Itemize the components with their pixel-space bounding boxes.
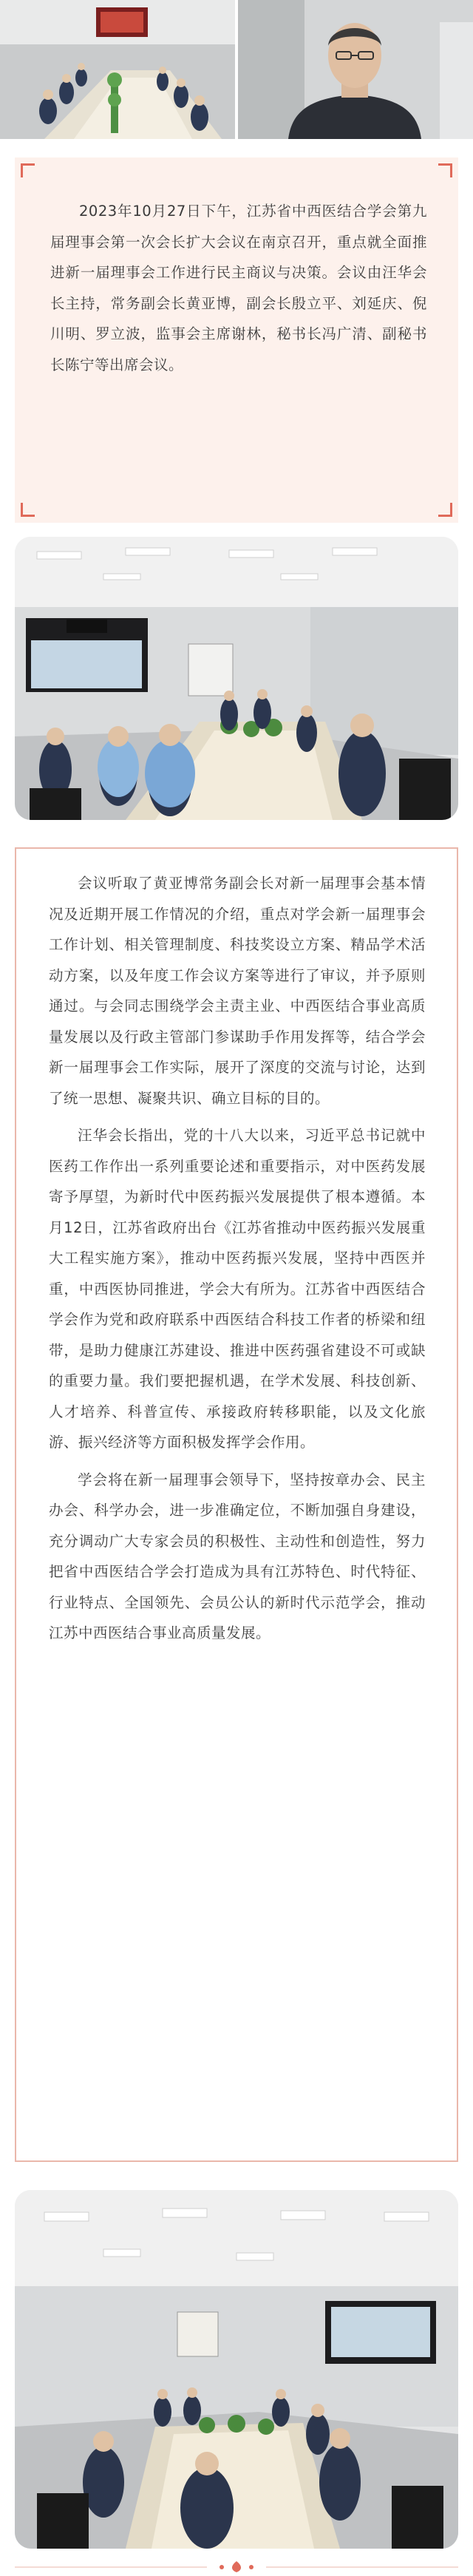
meeting-room-photo bbox=[15, 537, 458, 820]
body-paragraph-3: 学会将在新一届理事会领导下，坚持按章办会、民主办会、科学办会，进一步准确定位，不断加强自身建设，充分调动广大专家会员的积极性、主动性和创造性，努力把省中西医结合学会打造成为具有江苏特色、时代特征、行业特点、全国领先、会员公认的新时代示范学会，推动江苏中西医结合事业高质量发展。 bbox=[49, 1471, 426, 1641]
body-paragraph-2: 汪华会长指出，党的十八大以来，习近平总书记就中医药工作作出一系列重要论述和重要指示，对中医药发展寄予厚望，为新时代中医药振兴发展提供了根本遵循。本月12日，江苏省政府出台《江苏省推动中医药振兴发展重大工程实施方案》，推动中医药振兴发展，坚持中西医并重，中西医协同推进，学会大有所为。江苏省中西医结合学会作为党和政府联系中西医结合科技工作者的桥梁和纽带，是助力健康江苏建设、推进中医药强省建设不可或缺的重要力量。我们要把握机遇，在学术发展、科技创新、人才培养、科普宣传、承接政府转移职能，以及文化旅游、振兴经济等方面积极发挥学会作用。 bbox=[49, 1127, 426, 1451]
intro-paragraph: 2023年10月27日下午，江苏省中西医结合学会第九届理事会第一次会长扩大会议在南京召开，重点就全面推进新一届理事会工作进行民主商议与决策。会议由汪华会长主持，常务副会长黄亚博，副会长殷立平、刘延庆、倪川明、罗立波，监事会主席谢林，秘书长冯广清、副秘书长陈宁等出席会议。 bbox=[50, 203, 427, 373]
article-body bbox=[49, 868, 426, 1649]
corner-ornament bbox=[21, 503, 35, 517]
meeting-room-wide-photo bbox=[15, 2190, 458, 2549]
video-conference-photo bbox=[0, 0, 473, 139]
corner-ornament bbox=[438, 503, 452, 517]
body-paragraph-1: 会议听取了黄亚博常务副会长对新一届理事会基本情况及近期开展工作情况的介绍，重点对学会新一届理事会工作计划、相关管理制度、科技奖设立方案、精品学术活动方案，以及年度工作会议方案等进行了审议，并予原则通过。与会同志围绕学会主责主业、中西医结合事业高质量发展以及行政主管部门参谋助手作用发挥等，结合学会新一届理事会工作实际，展开了深度的交流与讨论，达到了统一思想、凝聚共识、确立目标的目的。 bbox=[49, 875, 426, 1107]
body-box bbox=[15, 847, 458, 2162]
corner-ornament bbox=[21, 163, 35, 177]
corner-ornament bbox=[438, 163, 452, 177]
decorative-divider bbox=[15, 2560, 458, 2573]
intro-box bbox=[15, 157, 458, 523]
